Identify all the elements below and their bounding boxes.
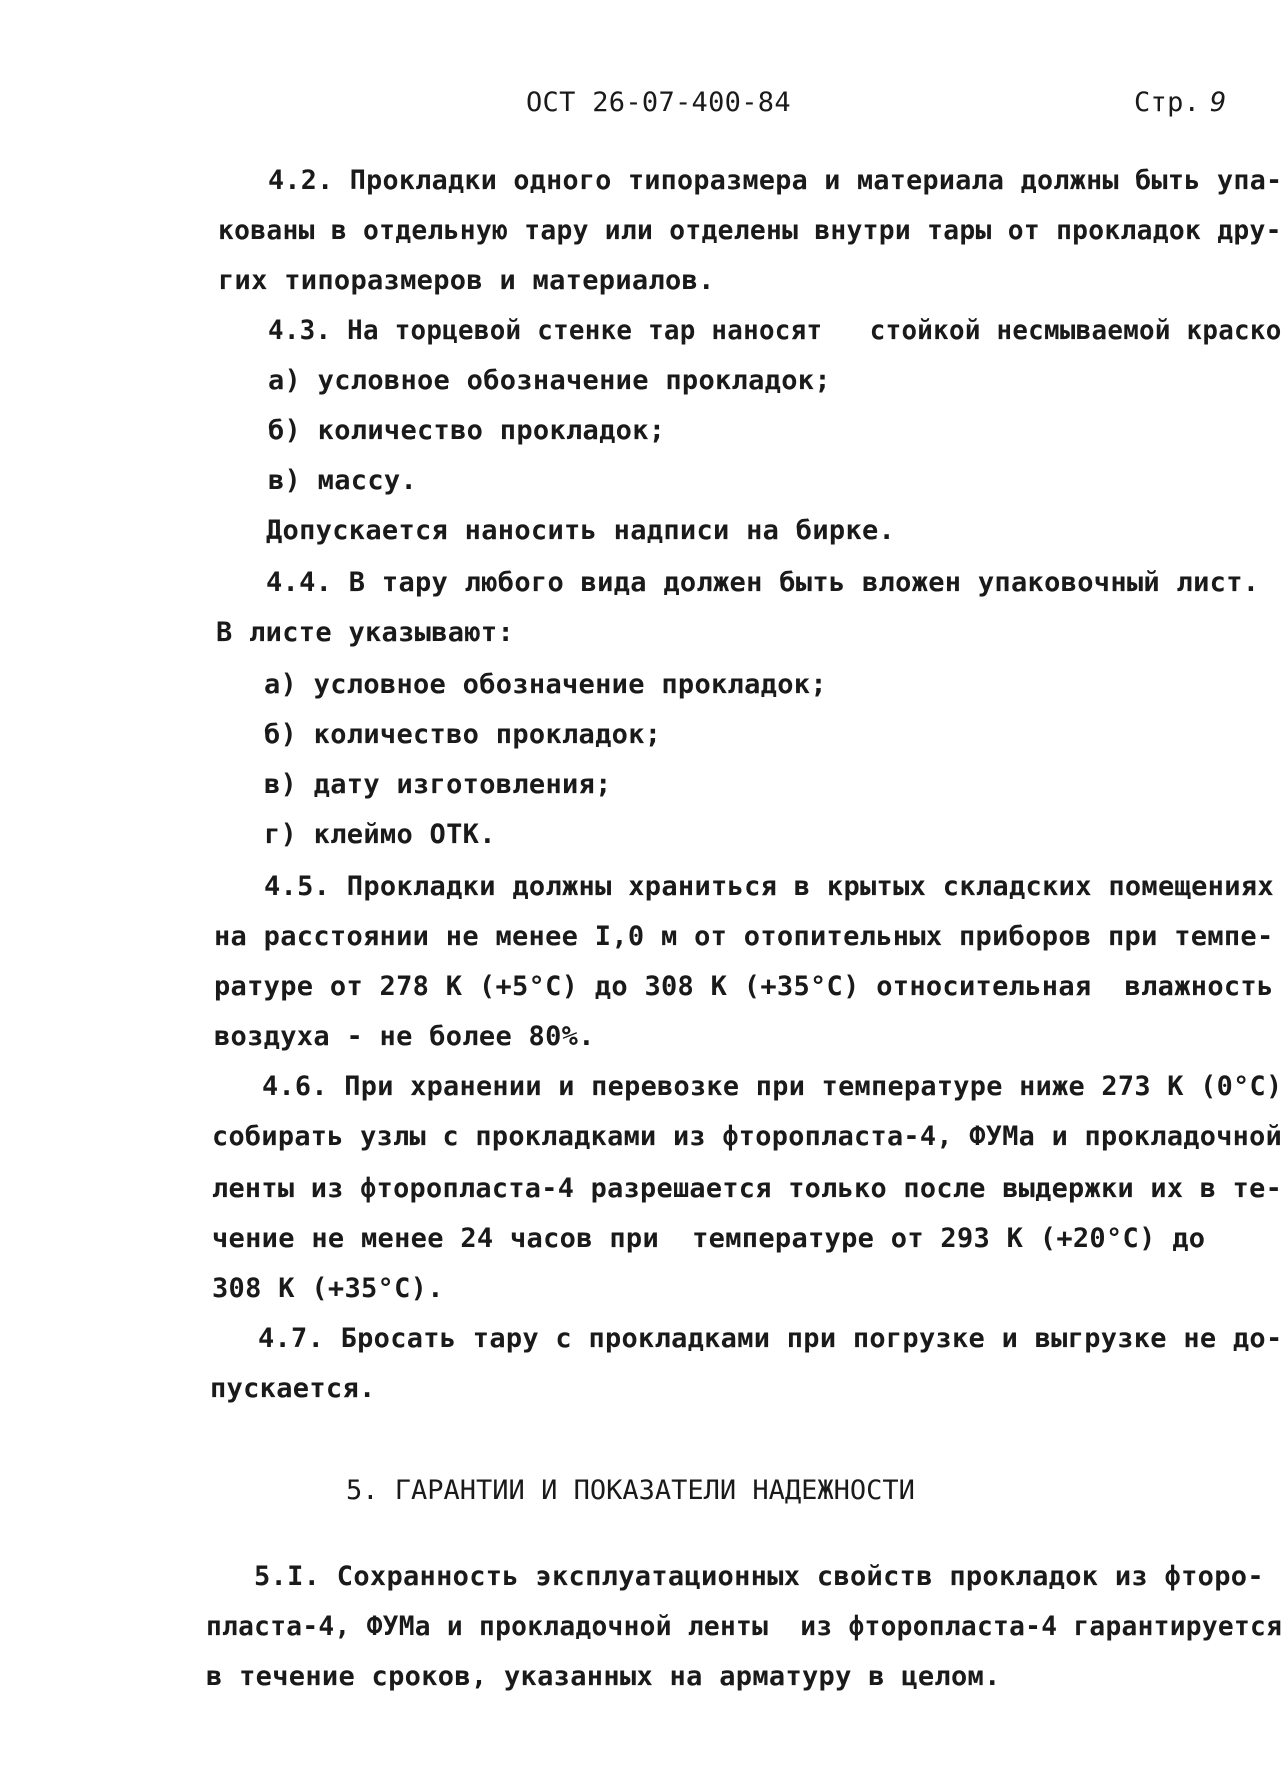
text-line: пласта-4, ФУМа и прокладочной ленты из фторопласта-4 гарантируется <box>206 1611 1283 1642</box>
text-line: б) количество прокладок; <box>264 719 662 750</box>
text-line: в течение сроков, указанных на арматуру в целом. <box>206 1661 1001 1692</box>
text-line: гих типоразмеров и материалов. <box>218 265 715 296</box>
document-code: ОСТ 26-07-400-84 <box>526 87 791 118</box>
text-line: 4.2. Прокладки одного типоразмера и материала должны быть упа- <box>268 165 1283 196</box>
text-line: 308 К (+35°С). <box>212 1273 444 1304</box>
text-line: ленты из фторопласта-4 разрешается только после выдержки их в те- <box>212 1173 1283 1204</box>
text-line: собирать узлы с прокладками из фторопласта-4, ФУМа и прокладочной <box>212 1121 1283 1152</box>
text-line: в) массу. <box>268 465 417 496</box>
text-line: кованы в отдельную тару или отделены внутри тары от прокладок дру- <box>218 215 1282 246</box>
text-line: чение не менее 24 часов при температуре от 293 К (+20°С) до <box>212 1223 1206 1254</box>
text-line: на расстоянии не менее I,0 м от отопительных приборов при темпе- <box>214 921 1274 952</box>
text-line: 5.I. Сохранность эксплуатационных свойств прокладок из фторо- <box>254 1561 1264 1592</box>
text-line: г) клеймо ОТК. <box>264 819 496 850</box>
text-line: 4.5. Прокладки должны храниться в крытых складских помещениях <box>264 871 1274 902</box>
text-line: В листе указывают: <box>216 617 514 648</box>
text-line: 4.3. На торцевой стенке тар наносят стойкой несмываемой краско <box>268 315 1282 346</box>
section-title: 5. ГАРАНТИИ И ПОКАЗАТЕЛИ НАДЕЖНОСТИ <box>346 1475 915 1506</box>
text-line: Допускается наносить надписи на бирке. <box>266 515 896 546</box>
text-line: в) дату изготовления; <box>264 769 612 800</box>
text-line: 4.7. Бросать тару с прокладками при погрузке и выгрузке не до- <box>258 1323 1283 1354</box>
text-line: воздуха - не более 80%. <box>214 1021 595 1052</box>
text-line: 4.6. При хранении и перевозке при температуре ниже 273 К (0°С) <box>262 1071 1283 1102</box>
text-line: а) условное обозначение прокладок; <box>264 669 827 700</box>
text-line: ратуре от 278 К (+5°С) до 308 К (+35°С) относительная влажность <box>214 971 1274 1002</box>
page-number: 9 <box>1210 87 1227 118</box>
text-line: а) условное обозначение прокладок; <box>268 365 831 396</box>
page-label: Стр. <box>1134 87 1201 118</box>
text-line: 4.4. В тару любого вида должен быть вложен упаковочный лист. <box>266 567 1260 598</box>
text-line: пускается. <box>210 1373 376 1404</box>
text-line: б) количество прокладок; <box>268 415 666 446</box>
